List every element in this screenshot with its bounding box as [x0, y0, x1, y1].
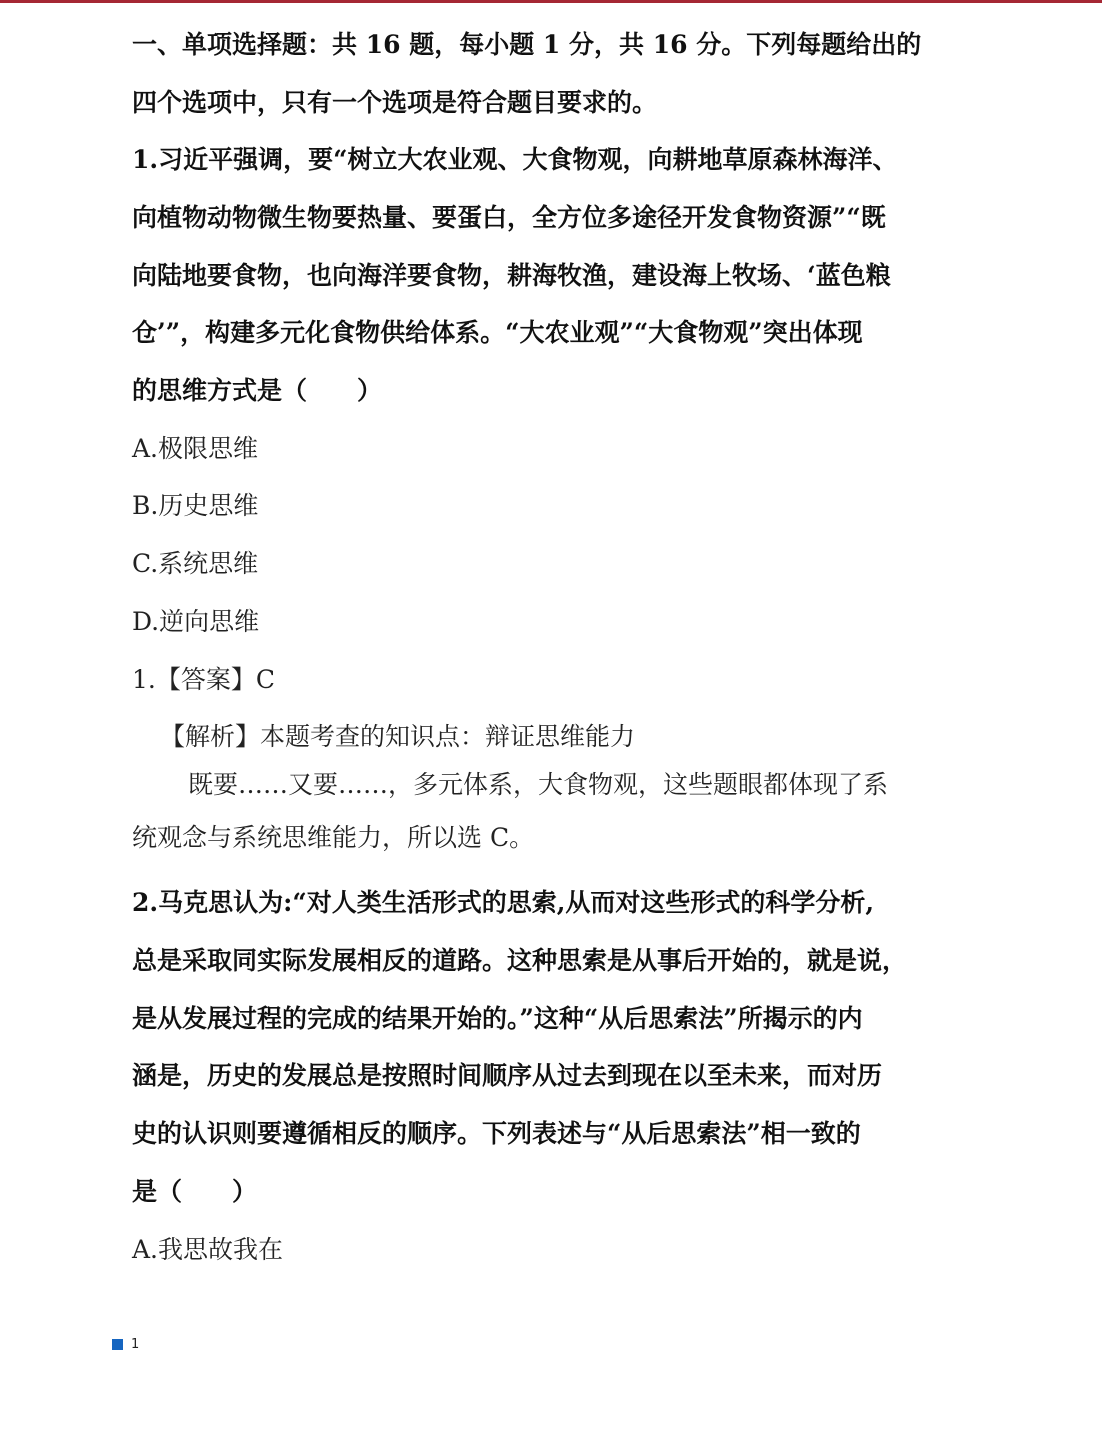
q1-stem-line-3: 向陆地要食物，也向海洋要食物，耕海牧渔，建设海上牧场、‘蓝色粮	[132, 261, 891, 290]
top-border	[0, 0, 1102, 3]
page-marker-icon	[112, 1339, 123, 1350]
q1-stem-line-5: 的思维方式是（ ）	[132, 376, 383, 405]
q2-stem-line-2: 总是采取同实际发展相反的道路。这种思索是从事后开始的，就是说，	[132, 946, 908, 975]
q2-option-a: A.我思故我在	[132, 1235, 284, 1264]
q1-option-c: C.系统思维	[132, 549, 259, 578]
q1-option-d: D.逆向思维	[132, 607, 260, 636]
q1-stem-line-2: 向植物动物微生物要热量、要蛋白，全方位多途径开发食物资源”“既	[132, 203, 886, 232]
q2-stem-line-5: 史的认识则要遵循相反的顺序。下列表述与“从后思索法”相一致的	[132, 1119, 861, 1148]
section-heading-line-2: 四个选项中，只有一个选项是符合题目要求的。	[132, 88, 658, 117]
section-heading-line-1: 一、单项选择题：共 16 题，每小题 1 分，共 16 分。下列每题给出的	[132, 30, 922, 59]
q2-stem-line-6: 是（ ）	[132, 1177, 258, 1206]
q2-stem-line-4: 涵是，历史的发展总是按照时间顺序从过去到现在以至未来，而对历	[132, 1061, 883, 1090]
q2-stem-line-1: 2.马克思认为:“对人类生活形式的思索,从而对这些形式的科学分析,	[132, 888, 875, 917]
q1-analysis-line-1: 既要……又要……，多元体系，大食物观，这些题眼都体现了系	[188, 770, 889, 799]
q1-stem-line-1: 1.习近平强调，要“树立大农业观、大食物观，向耕地草原森林海洋、	[132, 145, 898, 174]
q2-stem-line-3: 是从发展过程的完成的结果开始的。”这种“从后思索法”所揭示的内	[132, 1004, 863, 1033]
q1-analysis-title: 【解析】本题考查的知识点：辩证思维能力	[160, 722, 636, 751]
q1-stem-line-4: 仓’”，构建多元化食物供给体系。“大农业观”“大食物观”突出体现	[132, 318, 863, 347]
q1-option-a: A.极限思维	[132, 434, 259, 463]
page-number: 1	[131, 1337, 140, 1352]
page-footer	[112, 1337, 139, 1352]
q1-option-b: B.历史思维	[132, 491, 259, 520]
q1-answer: 1.【答案】C	[132, 665, 275, 694]
q1-analysis-line-2: 统观念与系统思维能力，所以选 C。	[132, 823, 535, 852]
